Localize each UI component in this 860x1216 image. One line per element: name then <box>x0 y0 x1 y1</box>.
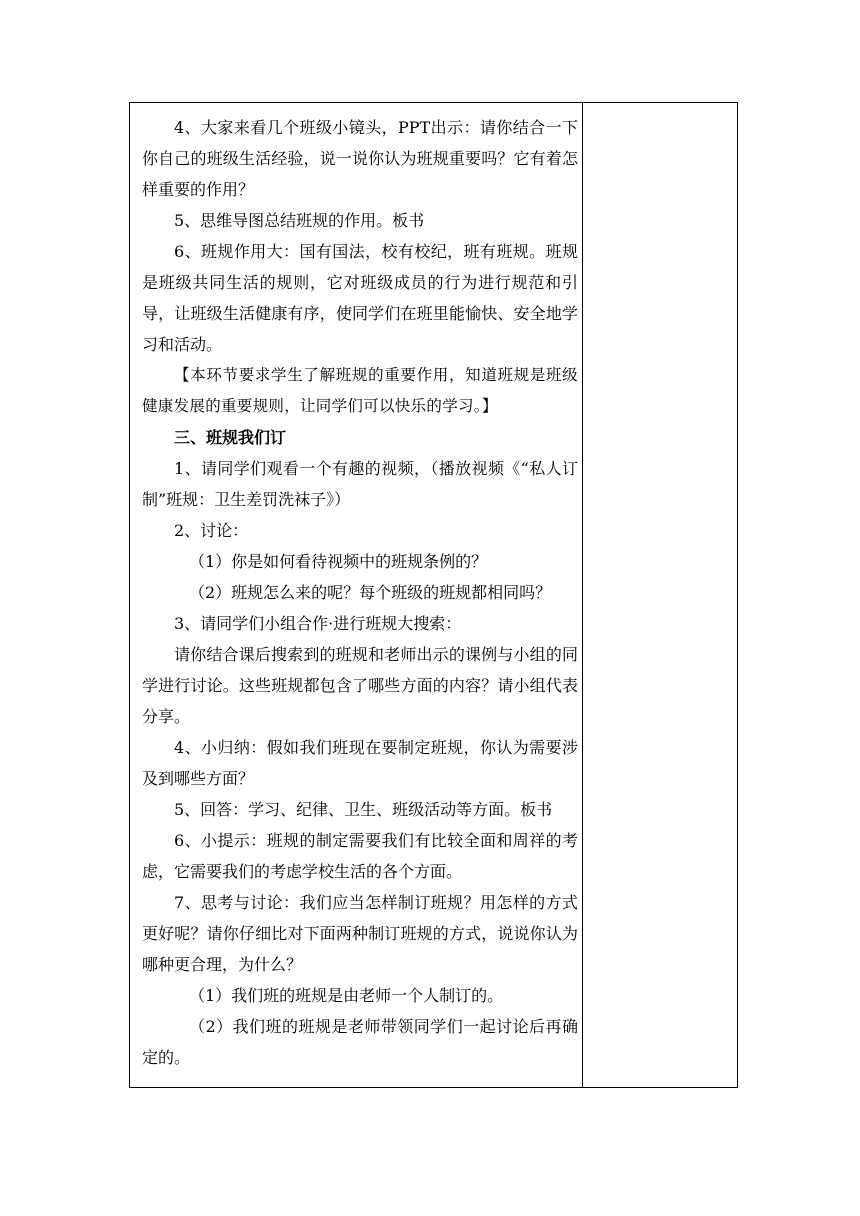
paragraph-group-instructions: 请你结合课后搜索到的班规和老师出示的课例与小组的同学进行讨论。这些班规都包含了哪些方面的内容？请小组代表分享。 <box>142 645 578 726</box>
paragraph-summary: 4、小归纳：假如我们班现在要制定班规，你认为需要涉及到哪些方面？ <box>142 738 578 788</box>
paragraph-tip: 6、小提示：班规的制定需要我们有比较全面和周祥的考虑，它需要我们的考虑学校生活的各个方面。 <box>142 831 578 881</box>
paragraph-step-6: 6、班规作用大：国有国法，校有校纪，班有班规。班规是班级共同生活的规则，它对班级成员的行为进行规范和引导，让班级生活健康有序，使同学们在班里能愉快、安全地学习和活动。 <box>142 242 578 354</box>
paragraph-option-1: （1）我们班的班规是由老师一个人制订的。 <box>189 986 504 1005</box>
paragraph-answer: 5、回答：学习、纪律、卫生、班级活动等方面。板书 <box>174 800 553 819</box>
paragraph-step-4: 4、大家来看几个班级小镜头，PPT出示：请你结合一下你自己的班级生活经验，说一说你认为班规重要吗？它有着怎样重要的作用？ <box>142 118 578 199</box>
paragraph-group-search: 3、请同学们小组合作·进行班规大搜索： <box>174 614 462 633</box>
lesson-content-cell <box>142 103 578 1073</box>
lesson-table <box>129 102 738 1088</box>
paragraph-think-discuss: 7、思考与讨论：我们应当怎样制订班规？用怎样的方式更好呢？请你仔细比对下面两种制订班规的方式，说说你认为哪种更合理，为什么？ <box>142 893 578 974</box>
section-heading: 三、班规我们订 <box>174 428 287 447</box>
paragraph-video: 1、请同学们观看一个有趣的视频，（播放视频《“私人订制”班规：卫生差罚洗袜子》） <box>142 459 578 509</box>
paragraph-step-5: 5、思维导图总结班规的作用。板书 <box>174 211 425 230</box>
paragraph-question-1: （1）你是如何看待视频中的班规条例的？ <box>189 552 488 571</box>
notes-cell <box>583 103 737 1087</box>
paragraph-option-2: （2）我们班的班规是老师带领同学们一起讨论后再确定的。 <box>142 1017 578 1067</box>
paragraph-discussion: 2、讨论： <box>174 521 249 540</box>
paragraph-question-2: （2）班规怎么来的呢？每个班级的班规都相同吗？ <box>189 583 552 602</box>
paragraph-section-note: 【本环节要求学生了解班规的重要作用，知道班规是班级健康发展的重要规则，让同学们可以快乐的学习。】 <box>142 366 578 415</box>
